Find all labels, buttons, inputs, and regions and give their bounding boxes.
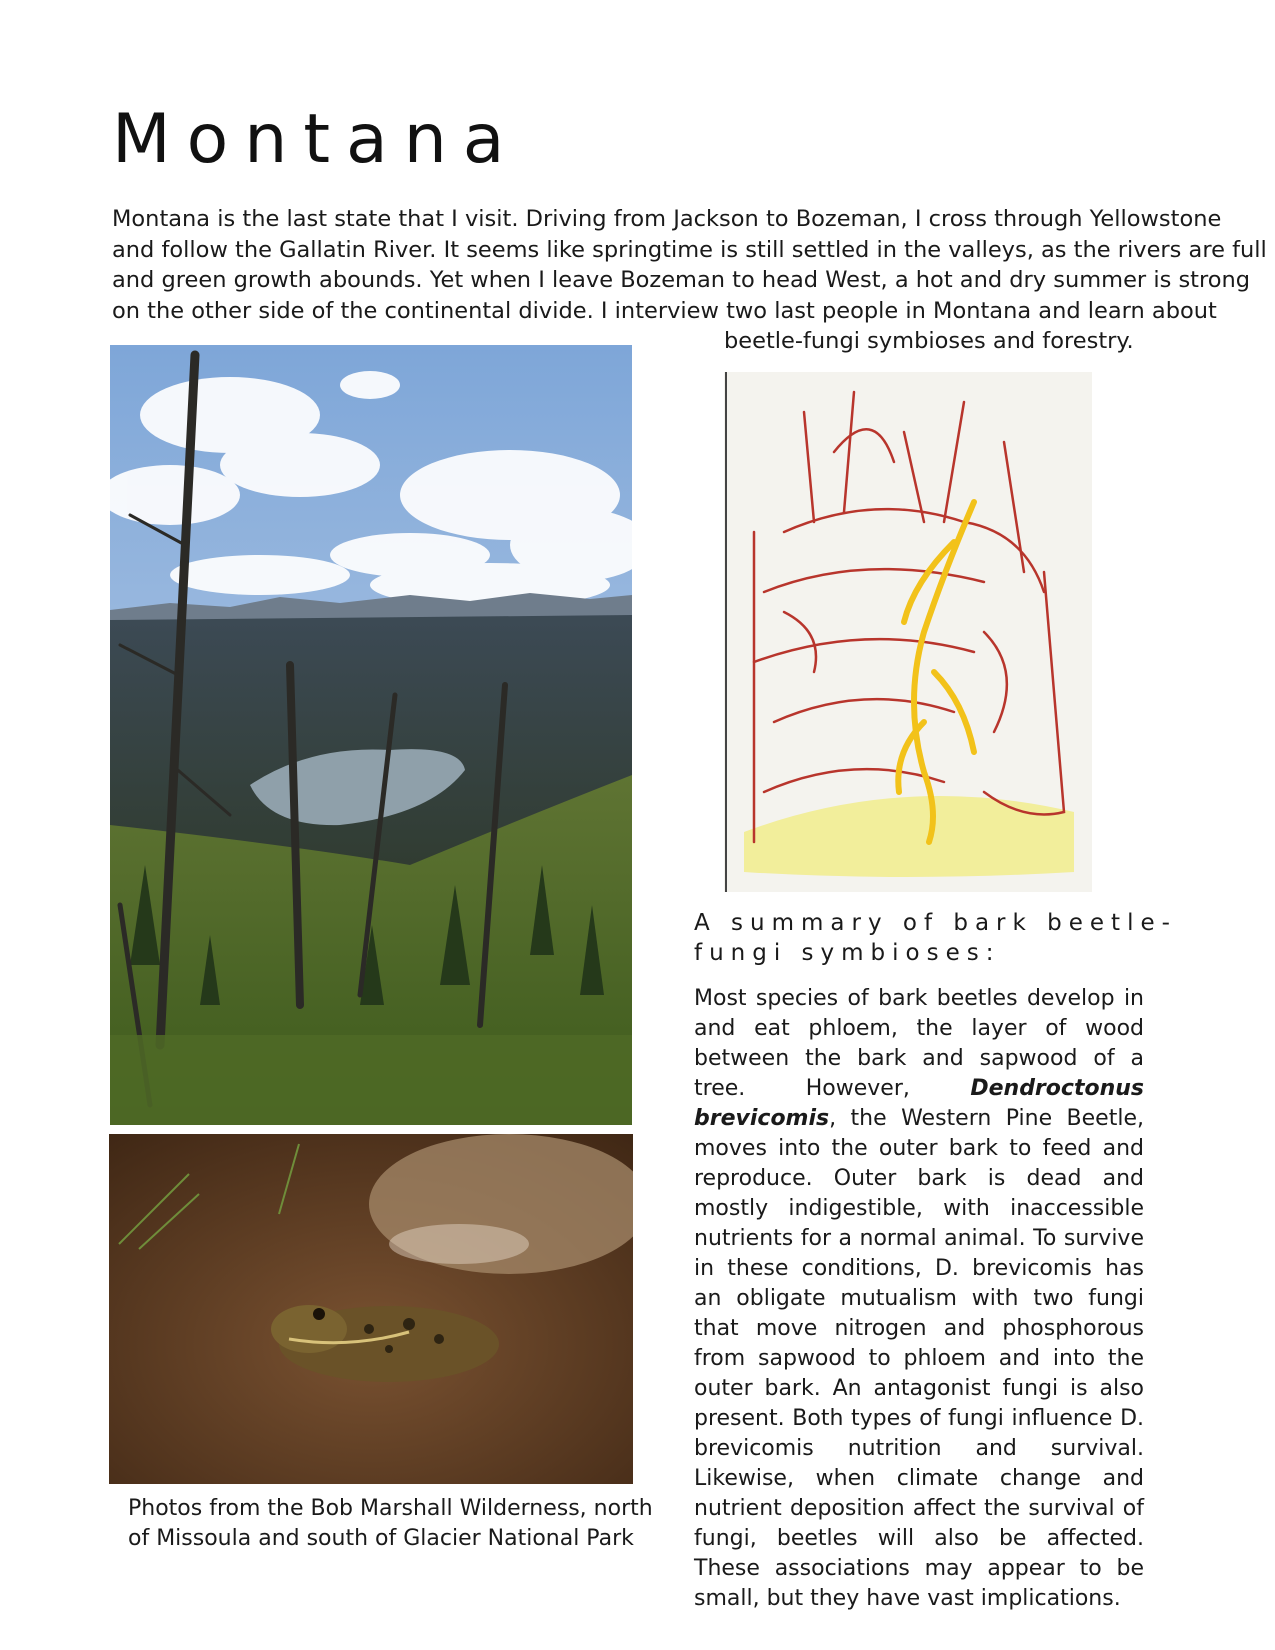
summary-heading-line: fungi symbioses: <box>694 940 1001 966</box>
summary-heading-line: A summary of bark beetle- <box>694 910 1177 936</box>
intro-line: beetle-fungi symbioses and forestry. <box>724 328 1134 354</box>
summary-text-end: , the Western Pine Beetle, moves into the outer bark to feed and reproduce. Outer bark is dead and mostly indigestible, with inaccessible nutrients for a normal animal. To survive in these conditions, D. brevicomis has an obligate mutualism with two fungi that move nitrogen and phosphorous from sapwood to phloem and into the outer bark. An antagonist fungi is also present. Both types of fungi influence D. brevicomis nutrition and survival. Likewise, when climate change and nutrient deposition affect the survival of fungi, beetles will also be affected. These associations may appear to be small, but they have vast implications. <box>694 1106 1144 1611</box>
caption-line: of Missoula and south of Glacier National Park <box>128 1526 634 1551</box>
summary-heading <box>694 908 1177 968</box>
sketch-illustration <box>724 372 1092 892</box>
intro-line: and green growth abounds. Yet when I leave Bozeman to head West, a hot and dry summer is strong <box>112 267 1251 293</box>
landscape-photo <box>110 345 632 1125</box>
intro-line: on the other side of the continental divide. I interview two last people in Montana and learn about <box>112 297 1217 324</box>
intro-line: Montana is the last state that I visit. Driving from Jackson to Bozeman, I cross through Yellowstone <box>112 206 1222 232</box>
species-name: Dendroctonus brevicomis <box>694 1076 1144 1131</box>
sketch-drawing <box>724 372 1092 892</box>
water-reflection <box>389 1224 529 1264</box>
intro-line: and follow the Gallatin River. It seems like springtime is still settled in the valleys, as the rivers are full <box>112 236 1267 263</box>
summary-text-start: Most species of bark beetles develop in and eat phloem, the layer of wood between the bark and sapwood of a tree. However, <box>694 986 1144 1101</box>
frog-illustration <box>109 1134 633 1484</box>
page-title: Montana <box>112 100 521 179</box>
landscape-illustration <box>110 345 632 1125</box>
summary-paragraph <box>694 984 1144 1614</box>
meadow <box>110 1035 632 1125</box>
frog-photo <box>109 1134 633 1484</box>
photo-caption <box>128 1494 653 1554</box>
intro-paragraph <box>112 204 1267 357</box>
caption-line: Photos from the Bob Marshall Wilderness, north <box>128 1496 653 1521</box>
